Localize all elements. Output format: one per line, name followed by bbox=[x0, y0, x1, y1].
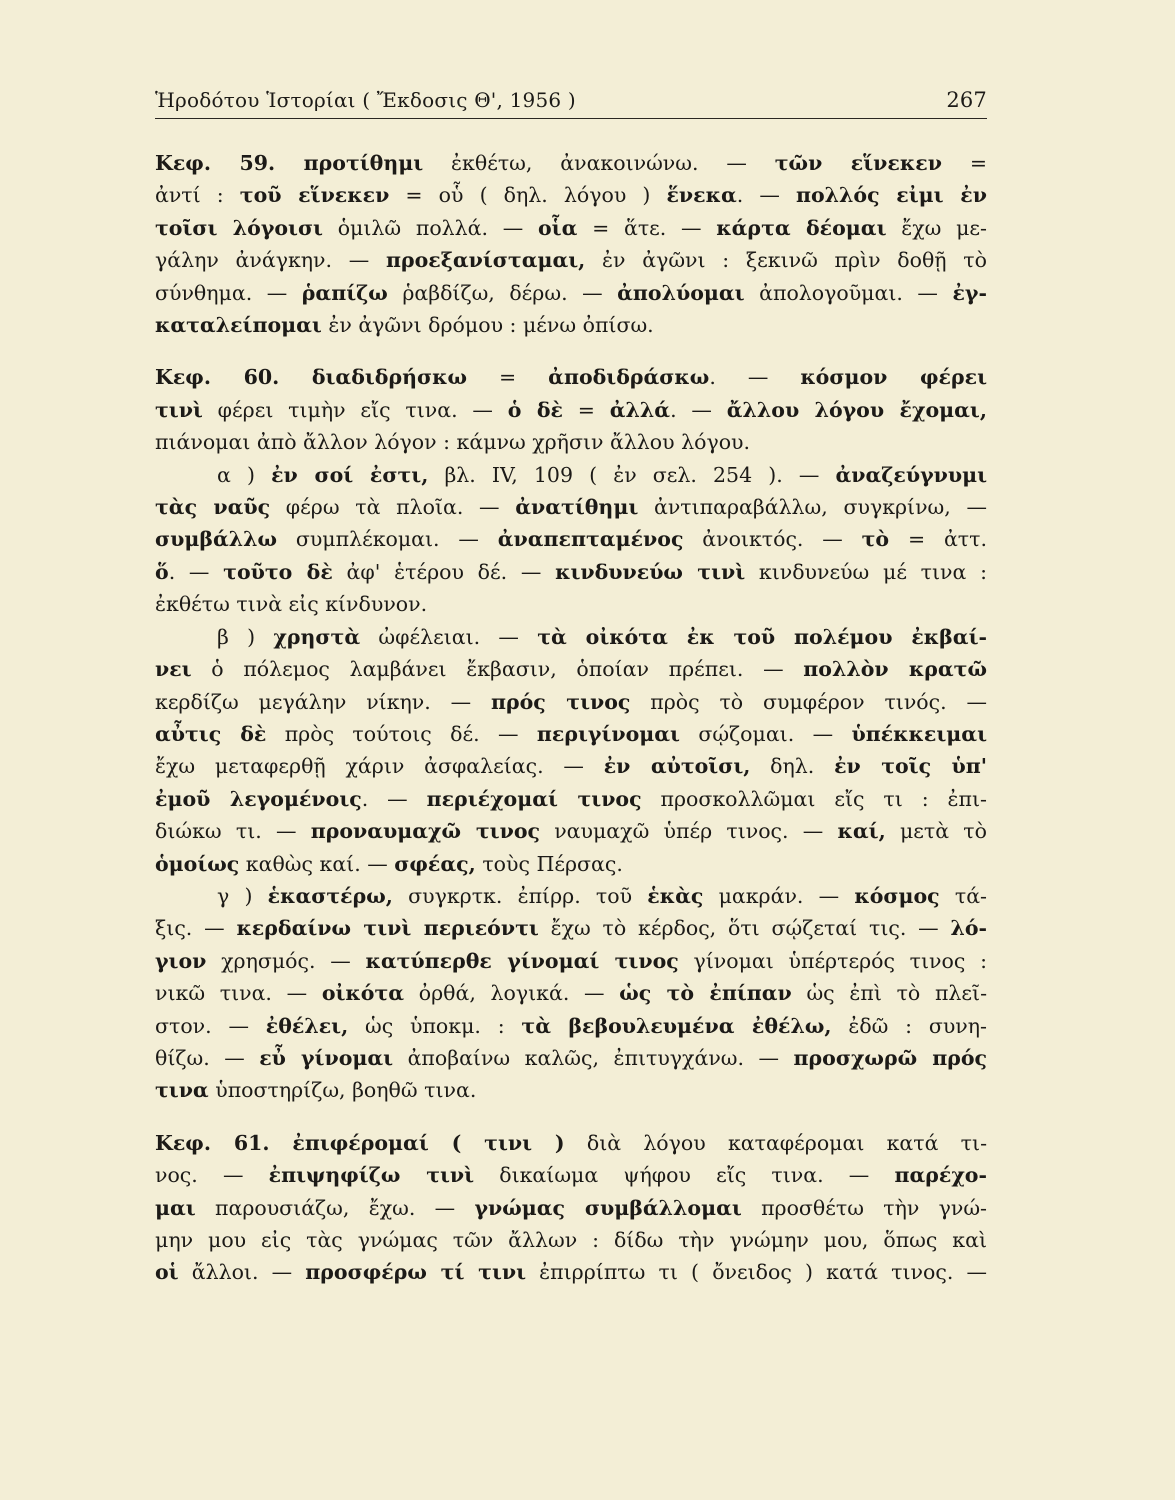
text-line bbox=[155, 945, 987, 977]
gloss-text: δικαίωμα ψήφου εἴς τινα. — bbox=[474, 1163, 895, 1188]
lemma-bold: τινὶ bbox=[155, 397, 203, 422]
text-line bbox=[155, 750, 987, 782]
lemma-bold: προσφέρω τί τινι bbox=[305, 1260, 527, 1285]
gloss-text: βλ. IV, 109 ( ἐν σελ. 254 ). — bbox=[428, 462, 836, 487]
lemma-bold: προναυμαχῶ τινος bbox=[310, 819, 540, 844]
gloss-text: νικῶ τινα. — bbox=[155, 981, 322, 1006]
gloss-text: πρὸς τὸ συμφέρον τινός. — bbox=[630, 689, 988, 714]
text-line bbox=[155, 1192, 987, 1224]
lemma-bold: οἱ bbox=[155, 1260, 179, 1285]
gloss-text: ἔχω τὸ κέρδος, ὅτι σῴζεταί τις. — bbox=[538, 916, 951, 941]
gloss-text: = bbox=[562, 397, 610, 422]
gloss-text: πιάνομαι ἀπὸ ἄλλον λόγον : κάμνω χρῆσιν ἄλλου λόγου. bbox=[155, 430, 751, 455]
lemma-bold: ὅ bbox=[155, 559, 169, 584]
gloss-text: δηλ. bbox=[750, 754, 835, 779]
lemma-bold: κερδαίνω τινὶ περιεόντι bbox=[236, 916, 539, 941]
gloss-text: θίζω. — bbox=[155, 1045, 260, 1070]
lemma-bold: καί, bbox=[837, 819, 886, 844]
text-line bbox=[155, 718, 987, 750]
gloss-text: . — bbox=[361, 786, 427, 811]
gloss-text: ἀπολογοῦμαι. — bbox=[744, 280, 953, 305]
lemma-bold: κόσμον φέρει bbox=[800, 365, 987, 390]
text-line bbox=[155, 212, 987, 244]
text-line bbox=[155, 1256, 987, 1288]
gloss-text: συγκρτκ. ἐπίρρ. τοῦ bbox=[392, 883, 648, 908]
gloss-text: μακράν. — bbox=[703, 883, 855, 908]
gloss-text: = bbox=[467, 365, 549, 390]
lemma-bold: οἰκότα bbox=[321, 981, 405, 1006]
lemma-bold: κινδυνεύω τινὶ bbox=[555, 559, 746, 584]
gloss-text: πρὸς τούτοις δέ. — bbox=[266, 721, 537, 746]
lemma-bold: ἀπολύομαι bbox=[617, 280, 745, 305]
gloss-text: ἀφ' ἑτέρου δέ. — bbox=[332, 559, 556, 584]
text-line bbox=[155, 244, 987, 276]
gloss-text: ἐν ἀγῶνι : ξεκινῶ πρὶν δοθῇ τὸ bbox=[585, 248, 987, 273]
chapter-section bbox=[155, 1127, 987, 1289]
text-line bbox=[155, 277, 987, 309]
lemma-bold: ὑπέκκειμαι bbox=[851, 721, 987, 746]
text-line bbox=[155, 848, 987, 880]
gloss-text: ἐδῶ : συνη- bbox=[831, 1013, 987, 1038]
gloss-text: ἀποβαίνω καλῶς, ἐπιτυγχάνω. — bbox=[393, 1045, 794, 1070]
gloss-text: διὰ λόγου καταφέρομαι κατά τι- bbox=[564, 1130, 987, 1155]
text-line bbox=[155, 880, 987, 912]
text-line bbox=[155, 523, 987, 555]
lemma-bold: πολλός εἰμι ἐν bbox=[795, 183, 987, 208]
gloss-text: α ) bbox=[217, 462, 272, 487]
lemma-bold: ἄλλου λόγου ἔχομαι, bbox=[726, 397, 987, 422]
text-line bbox=[155, 426, 987, 458]
text-line bbox=[155, 1074, 987, 1106]
gloss-text: = ἅτε. — bbox=[577, 215, 717, 240]
text-line bbox=[155, 459, 987, 491]
text-line bbox=[155, 783, 987, 815]
gloss-text: γάλην ἀνάγκην. — bbox=[155, 248, 386, 273]
lemma-bold: ἐγ- bbox=[952, 280, 987, 305]
gloss-text: στον. — bbox=[155, 1013, 266, 1038]
gloss-text: γ ) bbox=[217, 883, 268, 908]
text-line bbox=[155, 1159, 987, 1191]
lemma-bold: λό- bbox=[950, 916, 988, 941]
lemma-bold: προεξανίσταμαι, bbox=[385, 248, 586, 273]
lemma-bold: ὁμοίως bbox=[155, 851, 240, 876]
lemma-bold: ἀναπεπταμένος bbox=[497, 527, 684, 552]
gloss-text: . — bbox=[168, 559, 224, 584]
lemma-bold: χρηστὰ bbox=[273, 624, 361, 649]
gloss-text: . — bbox=[736, 183, 796, 208]
gloss-text: προσθέτω τὴν γνώ- bbox=[741, 1195, 987, 1220]
gloss-text: ἐκθέτω, ἀνακοινώνω. — bbox=[423, 151, 775, 175]
text-line bbox=[155, 1127, 987, 1159]
gloss-text: . — bbox=[709, 365, 801, 390]
gloss-text: μετὰ τὸ bbox=[885, 819, 987, 844]
lemma-bold: Κεφ. 61. ἐπιφέρομαί ( τινι ) bbox=[155, 1130, 565, 1155]
gloss-text: ὀρθά, λογικά. — bbox=[404, 981, 620, 1006]
text-line bbox=[155, 977, 987, 1009]
lemma-bold: ὁ δὲ bbox=[507, 397, 563, 422]
lemma-bold: κάρτα δέομαι bbox=[716, 215, 887, 240]
lemma-bold: οἷα bbox=[537, 215, 578, 240]
lemma-bold: τοῖσι λόγοισι bbox=[155, 215, 323, 240]
text-line bbox=[155, 1010, 987, 1042]
lemma-bold: τὰ βεβουλευμένα ἐθέλω, bbox=[521, 1013, 832, 1038]
gloss-text: σῴζομαι. — bbox=[679, 721, 852, 746]
text-line bbox=[155, 491, 987, 523]
gloss-text: καθὼς καί. — bbox=[239, 851, 395, 876]
lemma-bold: γιον bbox=[155, 948, 207, 973]
lemma-bold: ὡς τὸ ἐπίπαν bbox=[619, 981, 792, 1006]
gloss-text: ἀνοικτός. — bbox=[683, 527, 862, 552]
gloss-text: ὡς ἐπὶ τὸ πλεῖ- bbox=[791, 981, 988, 1006]
lemma-bold: γνώμας συμβάλλομαι bbox=[474, 1195, 742, 1220]
gloss-text: ἀντιπαραβάλλω, συγκρίνω, — bbox=[638, 495, 987, 520]
lemma-bold: ἑκαστέρω, bbox=[267, 883, 393, 908]
lemma-bold: συμβάλλω bbox=[155, 527, 277, 552]
lemma-bold: κατύπερθε γίνομαί τινος bbox=[365, 948, 679, 973]
lemma-bold: ἕνεκα bbox=[666, 183, 737, 208]
lemma-bold: ἐν σοί ἐστι, bbox=[271, 462, 429, 487]
gloss-text: . — bbox=[670, 397, 727, 422]
text-line bbox=[155, 815, 987, 847]
gloss-text: ὁ πόλεμος λαμβάνει ἔκβασιν, ὁποίαν πρέπει. — bbox=[191, 657, 804, 682]
lemma-bold: ἐν αὐτοῖσι, bbox=[603, 754, 751, 779]
gloss-text: νος. — bbox=[155, 1163, 269, 1188]
lemma-bold: εὖ γίνομαι bbox=[259, 1045, 394, 1070]
gloss-text: κερδίζω μεγάλην νίκην. — bbox=[155, 689, 491, 714]
gloss-text: ἔχω με- bbox=[886, 215, 987, 240]
lemma-bold: περιγίνομαι bbox=[536, 721, 680, 746]
lemma-bold: ἐμοῦ λεγομένοις bbox=[155, 786, 362, 811]
gloss-text: χρησμός. — bbox=[206, 948, 366, 973]
lemma-bold: ἀνατίθημι bbox=[515, 495, 639, 520]
gloss-text: συμπλέκομαι. — bbox=[277, 527, 498, 552]
gloss-text: = ἀττ. bbox=[889, 527, 988, 552]
commentary-body bbox=[155, 147, 987, 1289]
page-number: 267 bbox=[946, 88, 987, 112]
gloss-text: σύνθημα. — bbox=[155, 280, 302, 305]
text-line bbox=[155, 1224, 987, 1256]
lemma-bold: τῶν εἵνεκεν bbox=[774, 151, 942, 175]
gloss-text: ῥαβδίζω, δέρω. — bbox=[387, 280, 618, 305]
gloss-text: ξις. — bbox=[155, 916, 237, 941]
lemma-bold: τινα bbox=[155, 1078, 209, 1103]
lemma-bold: ἐν τοῖς ὑπ' bbox=[834, 754, 987, 779]
lemma-bold: σφέας, bbox=[394, 851, 476, 876]
text-line bbox=[155, 179, 987, 211]
gloss-text: φέρει τιμὴν εἴς τινα. — bbox=[202, 397, 508, 422]
gloss-text: ἐκθέτω τινὰ εἰς κίνδυνον. bbox=[155, 592, 428, 617]
gloss-text: ἐπιρρίπτω τι ( ὄνειδος ) κατά τινος. — bbox=[526, 1260, 987, 1285]
lemma-bold: πολλὸν κρατῶ bbox=[803, 657, 987, 682]
text-line bbox=[155, 621, 987, 653]
lemma-bold: νει bbox=[155, 657, 192, 682]
lemma-bold: ἀλλά bbox=[609, 397, 671, 422]
lemma-bold: τὰ οἰκότα ἐκ τοῦ πολέμου ἐκβαί- bbox=[537, 624, 987, 649]
lemma-bold: τοῦ εἵνεκεν bbox=[239, 183, 390, 208]
gloss-text: γίνομαι ὑπέρτερός τινος : bbox=[678, 948, 987, 973]
lemma-bold: κόσμος bbox=[854, 883, 940, 908]
lemma-bold: ἐθέλει, bbox=[265, 1013, 349, 1038]
gloss-text: ἐν ἀγῶνι δρόμου : μένω ὀπίσω. bbox=[321, 313, 654, 338]
text-line bbox=[155, 556, 987, 588]
lemma-bold: ἑκὰς bbox=[647, 883, 704, 908]
gloss-text: φέρω τὰ πλοῖα. — bbox=[270, 495, 516, 520]
lemma-bold: τὰς ναῦς bbox=[155, 495, 271, 520]
lemma-bold: καταλείπομαι bbox=[155, 313, 322, 338]
text-line bbox=[155, 147, 987, 179]
text-line bbox=[155, 394, 987, 426]
lemma-bold: Κεφ. 60. διαδιδρήσκω bbox=[155, 365, 468, 390]
gloss-text: ὁμιλῶ πολλά. — bbox=[322, 215, 538, 240]
lemma-bold: παρέχο- bbox=[894, 1163, 987, 1188]
gloss-text: προσκολλῶμαι εἴς τι : ἐπι- bbox=[641, 786, 987, 811]
text-line bbox=[155, 912, 987, 944]
lemma-bold: ἀναζεύγνυμι bbox=[835, 462, 987, 487]
gloss-text: β ) bbox=[217, 624, 274, 649]
lemma-bold: ἀποδιδράσκω bbox=[548, 365, 710, 390]
lemma-bold: περιέχομαί τινος bbox=[426, 786, 642, 811]
gloss-text: ναυμαχῶ ὑπέρ τινος. — bbox=[539, 819, 838, 844]
gloss-text: ἔχω μεταφερθῇ χάριν ἀσφαλείας. — bbox=[155, 754, 604, 779]
lemma-bold: ἐπιψηφίζω τινὶ bbox=[268, 1163, 475, 1188]
chapter-section bbox=[155, 147, 987, 341]
running-header bbox=[155, 88, 987, 119]
gloss-text: = bbox=[941, 151, 987, 175]
chapter-section bbox=[155, 361, 987, 1106]
gloss-text: ὠφέλειαι. — bbox=[360, 624, 538, 649]
lemma-bold: τὸ bbox=[861, 527, 890, 552]
lemma-bold: τοῦτο δὲ bbox=[223, 559, 333, 584]
lemma-bold: Κεφ. 59. προτίθημι bbox=[155, 151, 424, 175]
gloss-text: διώκω τι. — bbox=[155, 819, 311, 844]
gloss-text: μην μου εἰς τὰς γνώμας τῶν ἄλλων : δίδω τὴν γνώμην μου, ὅπως καὶ bbox=[155, 1228, 987, 1252]
lemma-bold: ῥαπίζω bbox=[301, 280, 388, 305]
book-title: Ἡροδότου Ἱστορίαι ( Ἔκδοσις Θ', 1956 ) bbox=[155, 88, 576, 112]
gloss-text: ὡς ὑποκμ. : bbox=[348, 1013, 522, 1038]
lemma-bold: μαι bbox=[155, 1195, 196, 1220]
lemma-bold: προσχωρῶ πρός bbox=[793, 1045, 988, 1070]
text-line bbox=[155, 653, 987, 685]
text-line bbox=[155, 361, 987, 393]
gloss-text: τά- bbox=[939, 883, 987, 908]
text-line bbox=[155, 686, 987, 718]
gloss-text: παρουσιάζω, ἔχω. — bbox=[195, 1195, 475, 1220]
gloss-text: τοὺς Πέρσας. bbox=[475, 851, 623, 876]
gloss-text: ἄλλοι. — bbox=[178, 1260, 306, 1285]
text-line bbox=[155, 588, 987, 620]
gloss-text: = οὗ ( δηλ. λόγου ) bbox=[389, 183, 667, 208]
gloss-text: κινδυνεύω μέ τινα : bbox=[745, 559, 987, 584]
gloss-text: ἀντί : bbox=[155, 183, 240, 208]
lemma-bold: αὖτις δὲ bbox=[155, 721, 267, 746]
text-line bbox=[155, 309, 987, 341]
lemma-bold: πρός τινος bbox=[491, 689, 631, 714]
gloss-text: ὑποστηρίζω, βοηθῶ τινα. bbox=[208, 1078, 477, 1103]
text-line bbox=[155, 1042, 987, 1074]
